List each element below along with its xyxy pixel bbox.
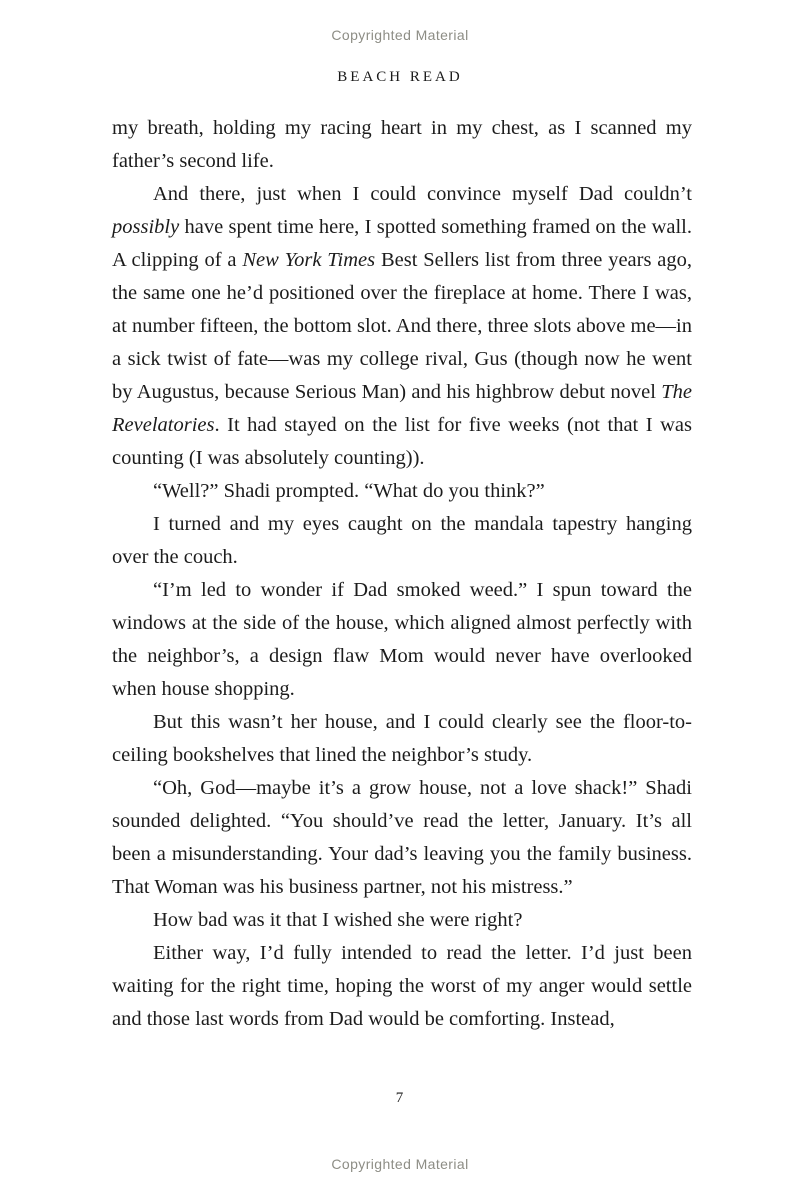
body-paragraph (112, 178, 692, 475)
body-paragraph (112, 904, 692, 937)
text-segment: Best Sellers list from three years ago, the same one he’d positioned over the fireplace at home. There I was, at number fifteen, the bottom slot. And there, three slots above me—in a sick twist of fate—was my college rival, Gus (though now he went by Augustus, because Serious Man) and his highbrow debut novel (112, 249, 692, 403)
italic-text: New York Times (242, 249, 376, 271)
text-segment: How bad was it that I wished she were right? (153, 909, 523, 931)
body-paragraph (112, 772, 692, 904)
text-segment: I turned and my eyes caught on the mandala tapestry hanging over the couch. (112, 513, 692, 568)
italic-text: The Revelatories (112, 381, 692, 436)
copyright-notice-bottom: Copyrighted Material (331, 1156, 469, 1172)
text-segment: “Well?” Shadi prompted. “What do you think?” (153, 480, 545, 502)
page-number: 7 (395, 1090, 405, 1106)
body-paragraph (112, 706, 692, 772)
text-segment: . It had stayed on the list for five weeks (not that I was counting (I was absolutely counting)). (112, 414, 692, 469)
text-segment: my breath, holding my racing heart in my chest, as I scanned my father’s second life. (112, 117, 692, 172)
italic-text: possibly (112, 216, 180, 238)
body-paragraph (112, 475, 692, 508)
body-paragraph (112, 508, 692, 574)
copyright-notice-top: Copyrighted Material (331, 27, 469, 43)
text-segment: And there, just when I could convince myself Dad couldn’t (153, 183, 692, 205)
text-segment: But this wasn’t her house, and I could clearly see the floor-to-ceiling bookshelves that lined the neighbor’s study. (112, 711, 692, 766)
text-segment: Either way, I’d fully intended to read the letter. I’d just been waiting for the right time, hoping the worst of my anger would settle and those last words from Dad would be comforting. Instead, (112, 942, 692, 1030)
running-head-title: BEACH READ (337, 69, 463, 85)
text-segment: “Oh, God—maybe it’s a grow house, not a love shack!” Shadi sounded delighted. “You should’ve read the letter, January. It’s all been a misunderstanding. Your dad’s leaving you the family business. That Woman was his business partner, not his mistress.” (112, 777, 692, 898)
text-segment: “I’m led to wonder if Dad smoked weed.” I spun toward the windows at the side of the house, which aligned almost perfectly with the neighbor’s, a design flaw Mom would never have overlooked when house shopping. (112, 579, 692, 700)
text-segment: have spent time here, I spotted something framed on the wall. A clipping of a (112, 216, 692, 271)
body-paragraph (112, 112, 692, 178)
body-paragraph (112, 574, 692, 706)
body-text (112, 112, 692, 1036)
body-paragraph (112, 937, 692, 1036)
